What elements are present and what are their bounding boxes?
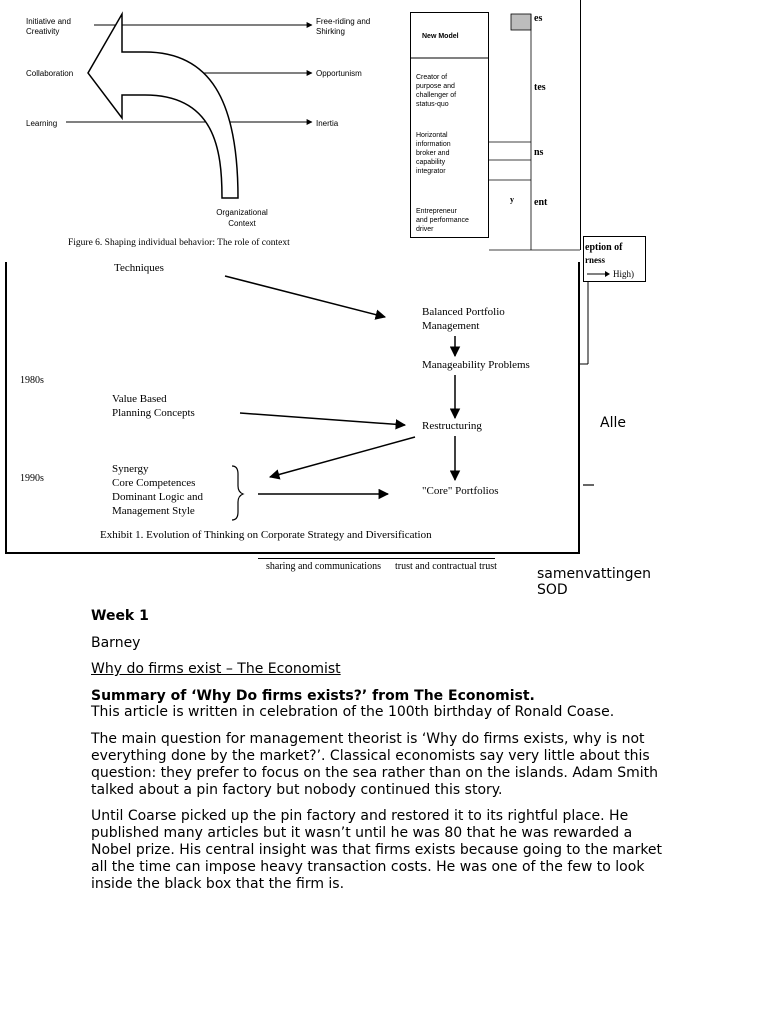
decade-1980-label: 1980s	[20, 375, 44, 386]
perception-line-1: eption of	[585, 242, 623, 253]
fragment-ent: ent	[534, 197, 548, 208]
balanced-portfolio-label-1: Balanced Portfolio	[422, 306, 505, 318]
synergy-label: Synergy	[112, 463, 149, 475]
exhibit-1-caption: Exhibit 1. Evolution of Thinking on Corporate Strategy and Diversification	[100, 529, 432, 541]
techniques-label: Techniques	[114, 262, 164, 274]
fragment-trust: trust and contractual trust	[395, 561, 497, 572]
economist-article-link[interactable]: Why do firms exist – The Economist	[91, 661, 341, 677]
fragment-sharing: sharing and communications	[266, 561, 381, 572]
initiative-label: Initiative and	[26, 17, 71, 26]
paragraph-3	[91, 808, 662, 893]
org-context-label-2: Context	[228, 219, 256, 228]
new-model-content	[410, 0, 580, 262]
perception-line-2: rness	[585, 255, 605, 265]
opportunism-label: Opportunism	[316, 69, 362, 78]
figure-6-diagram	[0, 0, 418, 262]
techniques-to-balanced-arrow	[225, 276, 385, 317]
sod-label: SOD	[537, 582, 568, 598]
creativity-label: Creativity	[26, 27, 60, 36]
paragraph-2-line-2: everything done by the market?’. Classical economists say very little about this	[91, 748, 650, 764]
value-based-to-restructuring-arrow	[240, 413, 405, 425]
new-model-item3-l1: Entrepreneur	[416, 208, 457, 215]
synergy-brace	[232, 466, 243, 520]
value-based-label-2: Planning Concepts	[112, 407, 195, 419]
paragraph-3-line-5: inside the black box that the firm is.	[91, 876, 345, 892]
paragraph-3-line-3: Nobel prize. His central insight was that firms exists because going to the market	[91, 842, 663, 858]
shirking-label: Shirking	[316, 27, 345, 36]
new-model-item2-l4: capability	[416, 159, 446, 166]
new-model-item1-l1: Creator of	[416, 74, 448, 81]
grey-header-cell	[511, 14, 531, 30]
new-model-item2-l1: Horizontal	[416, 132, 448, 139]
new-model-item3-l2: and performance	[416, 217, 469, 224]
paragraph-3-line-1: Until Coarse picked up the pin factory and restored it to its rightful place. He	[91, 808, 629, 824]
manageability-label: Manageability Problems	[422, 359, 530, 371]
samenvattingen-label: samenvattingen	[537, 566, 651, 582]
fragment-tes: tes	[534, 82, 546, 93]
paragraph-1	[91, 704, 614, 721]
alle-label: Alle	[600, 415, 626, 431]
perception-content	[583, 236, 649, 284]
figure-6-image	[0, 0, 418, 262]
figure-6-caption: Figure 6. Shaping individual behavior: The role of context	[68, 238, 290, 248]
perception-line-3: High)	[613, 269, 634, 279]
org-context-label-1: Organizational	[216, 208, 268, 217]
paragraph-3-line-2: published many articles but it wasn’t until he was 80 that he was rewarded a	[91, 825, 633, 841]
dominant-logic-label: Dominant Logic and	[112, 491, 204, 503]
new-model-item2-l3: broker and	[416, 150, 450, 157]
core-portfolios-label: "Core" Portfolios	[422, 485, 499, 497]
paragraph-2-line-4: talked about a pin factory but nobody continued this story.	[91, 782, 503, 798]
new-model-right-border	[580, 0, 581, 250]
cropped-text-strip-right	[395, 553, 495, 559]
author-name: Barney	[91, 635, 141, 651]
new-model-item2-l5: integrator	[416, 168, 446, 175]
decade-1990-label: 1990s	[20, 473, 44, 484]
paragraph-2	[91, 731, 658, 799]
new-model-item1-l4: status-quo	[416, 101, 449, 108]
value-based-label-1: Value Based	[112, 393, 167, 405]
fragment-es: es	[534, 13, 543, 24]
exhibit-1-diagram	[0, 250, 600, 560]
core-competences-label: Core Competences	[112, 477, 196, 489]
paragraph-2-line-1: The main question for management theorist is ‘Why do firms exists, why is not	[91, 731, 645, 747]
cropped-text-strip-left	[258, 553, 398, 559]
restructuring-label: Restructuring	[422, 420, 482, 432]
new-model-item2-l2: information	[416, 141, 451, 148]
paragraph-1-line-1: This article is written in celebration of the 100th birthday of Ronald Coase.	[91, 704, 615, 720]
perception-arrowhead	[605, 271, 610, 277]
balanced-portfolio-label-2: Management	[422, 320, 480, 332]
new-model-header: New Model	[422, 33, 459, 40]
paragraph-2-line-3: question: they prefer to focus on the sea rather than on the islands. Adam Smith	[91, 765, 658, 781]
paragraph-3-line-4: all the time can impose heavy transaction costs. He was one of the few to look	[91, 859, 645, 875]
summary-title: Summary of ‘Why Do firms exists?’ from The Economist.	[91, 688, 535, 704]
fragment-y: y	[510, 195, 514, 204]
free-riding-label: Free-riding and	[316, 17, 371, 26]
fragment-ns: ns	[534, 147, 544, 158]
restructuring-to-synergy-arrow	[270, 437, 415, 477]
curved-context-arrow	[88, 14, 238, 198]
new-model-item1-l2: purpose and	[416, 83, 455, 90]
collaboration-label: Collaboration	[26, 69, 74, 78]
new-model-item1-l3: challenger of	[416, 92, 457, 99]
learning-label: Learning	[26, 119, 58, 128]
new-model-item3-l3: driver	[416, 226, 434, 233]
week-heading: Week 1	[91, 608, 149, 624]
inertia-label: Inertia	[316, 119, 339, 128]
management-style-label: Management Style	[112, 505, 195, 517]
